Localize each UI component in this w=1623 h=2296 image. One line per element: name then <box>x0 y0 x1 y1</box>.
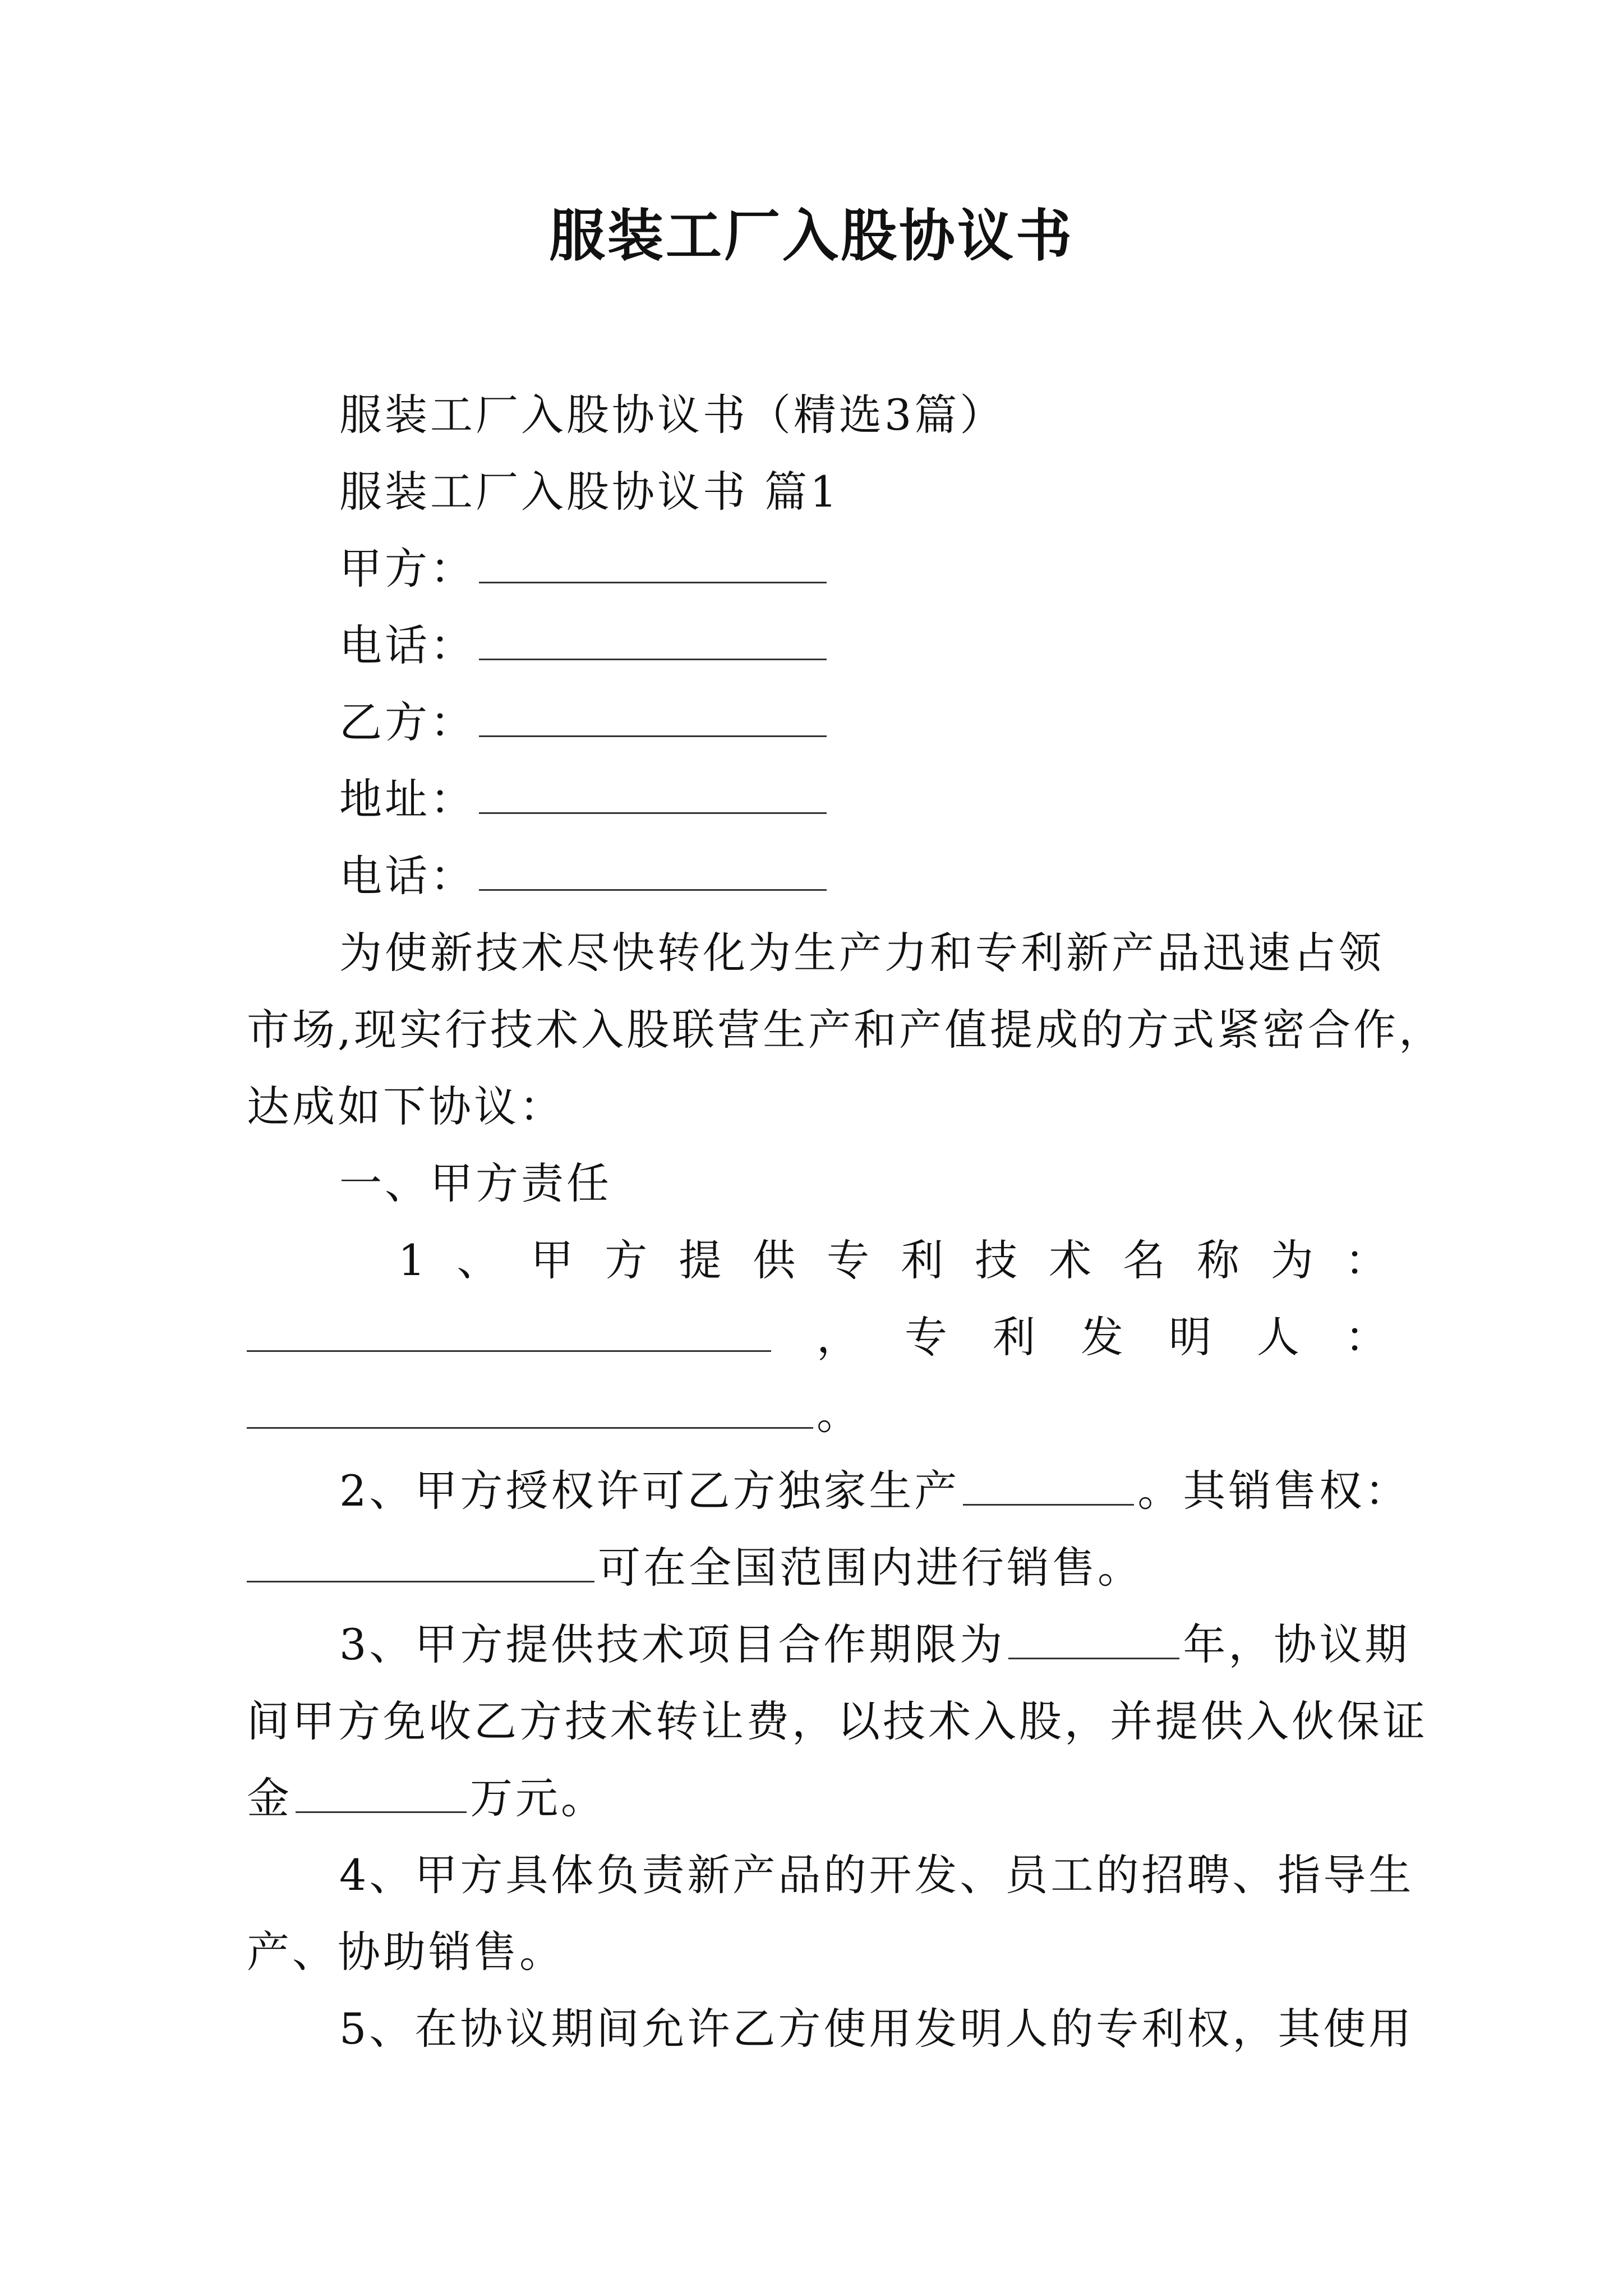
clause-2-line-1 <box>339 1463 1410 1519</box>
clause-3-text-c: 金 <box>247 1773 292 1823</box>
clause-3-line-1 <box>339 1617 1410 1673</box>
clause-2-line-2 <box>247 1540 1143 1596</box>
clause-1-char: 利 <box>901 1235 944 1285</box>
field-address-label: 地址： <box>339 774 476 824</box>
party-b-blank <box>479 696 827 737</box>
phone-1-blank <box>479 619 827 660</box>
clause-1-row-2 <box>247 1309 1387 1365</box>
clause-3-text-b: 年，协议期 <box>1183 1619 1410 1669</box>
clause-3-line-2: 间甲方免收乙方技术转让费，以技术入股，并提供入伙保证 <box>247 1696 1428 1746</box>
clause-2-text-b: 。其销售权： <box>1137 1466 1410 1516</box>
clause-1-char: 技 <box>975 1235 1018 1285</box>
field-address <box>339 771 830 827</box>
clause-1-row-1 <box>398 1232 1387 1289</box>
term-years-blank <box>1008 1618 1179 1659</box>
clause-4-line-2: 产、协助销售。 <box>247 1927 565 1977</box>
clause-3-text-d: 万元。 <box>470 1773 606 1823</box>
field-party-b <box>339 694 830 751</box>
field-phone-1-label: 电话： <box>339 620 476 670</box>
document-subtitle: 服装工厂入股协议书（精选3篇） <box>339 390 1006 440</box>
field-party-b-label: 乙方： <box>339 697 476 747</box>
clause-1-char: ： <box>1345 1312 1387 1362</box>
clause-1-char: 提 <box>679 1235 722 1285</box>
clause-1-char: 明 <box>1169 1312 1211 1362</box>
product-blank <box>963 1465 1134 1506</box>
clause-1-char: 术 <box>1049 1235 1092 1285</box>
clause-1-char: 1 <box>398 1235 426 1285</box>
intro-line-2: 市场,现实行技术入股联营生产和产值提成的方式紧密合作， <box>247 1005 1445 1055</box>
clause-1-char: 利 <box>993 1312 1035 1362</box>
clause-5-line-1: 5、在协议期间允许乙方使用发明人的专利权，其使用 <box>339 2004 1414 2054</box>
clause-1-char: 、 <box>457 1235 500 1285</box>
intro-line-3: 达成如下协议： <box>247 1082 565 1131</box>
document-title: 服装工厂入股协议书 <box>549 203 1074 269</box>
inventor-blank <box>247 1388 813 1429</box>
clause-1-char: ： <box>1344 1235 1387 1285</box>
clause-4-line-1: 4、甲方具体负责新产品的开发、员工的招聘、指导生 <box>339 1850 1414 1900</box>
clause-2-text-a: 2、甲方授权许可乙方独家生产 <box>339 1466 960 1516</box>
clause-3-line-3 <box>247 1770 606 1826</box>
field-phone-2 <box>339 848 830 904</box>
clause-1-char: 专 <box>827 1235 870 1285</box>
clause-1-char: 名 <box>1123 1235 1166 1285</box>
section-heading: 服装工厂入股协议书 篇1 <box>339 467 840 517</box>
clause-1-char: 为 <box>1270 1235 1313 1285</box>
clause-1-char: 发 <box>1081 1312 1123 1362</box>
clause-1-char: 甲 <box>531 1235 574 1285</box>
clause-2-text-c: 可在全国范围内进行销售。 <box>598 1543 1143 1593</box>
clause-1-comma: ， <box>817 1312 859 1362</box>
deposit-blank <box>296 1772 467 1813</box>
field-party-a-label: 甲方： <box>339 544 476 593</box>
field-phone-1 <box>339 618 830 674</box>
phone-2-blank <box>479 850 827 891</box>
address-blank <box>479 773 827 814</box>
section-1-heading: 一、甲方责任 <box>339 1158 612 1208</box>
clause-1-char: 专 <box>905 1312 947 1362</box>
field-party-a <box>339 541 830 597</box>
clause-1-end: 。 <box>817 1389 862 1439</box>
patent-name-blank <box>247 1311 771 1352</box>
sales-right-blank <box>247 1542 594 1582</box>
party-a-blank <box>479 542 827 583</box>
clause-1-char: 方 <box>605 1235 648 1285</box>
intro-line-1: 为使新技术尽快转化为生产力和专利新产品迅速占领 <box>339 928 1384 978</box>
field-phone-2-label: 电话： <box>339 851 476 901</box>
clause-1-row-3 <box>247 1386 862 1442</box>
clause-1-char: 供 <box>753 1235 796 1285</box>
clause-3-text-a: 3、甲方提供技术项目合作期限为 <box>339 1619 1006 1669</box>
clause-1-char: 人 <box>1257 1312 1299 1362</box>
clause-1-char: 称 <box>1197 1235 1240 1285</box>
